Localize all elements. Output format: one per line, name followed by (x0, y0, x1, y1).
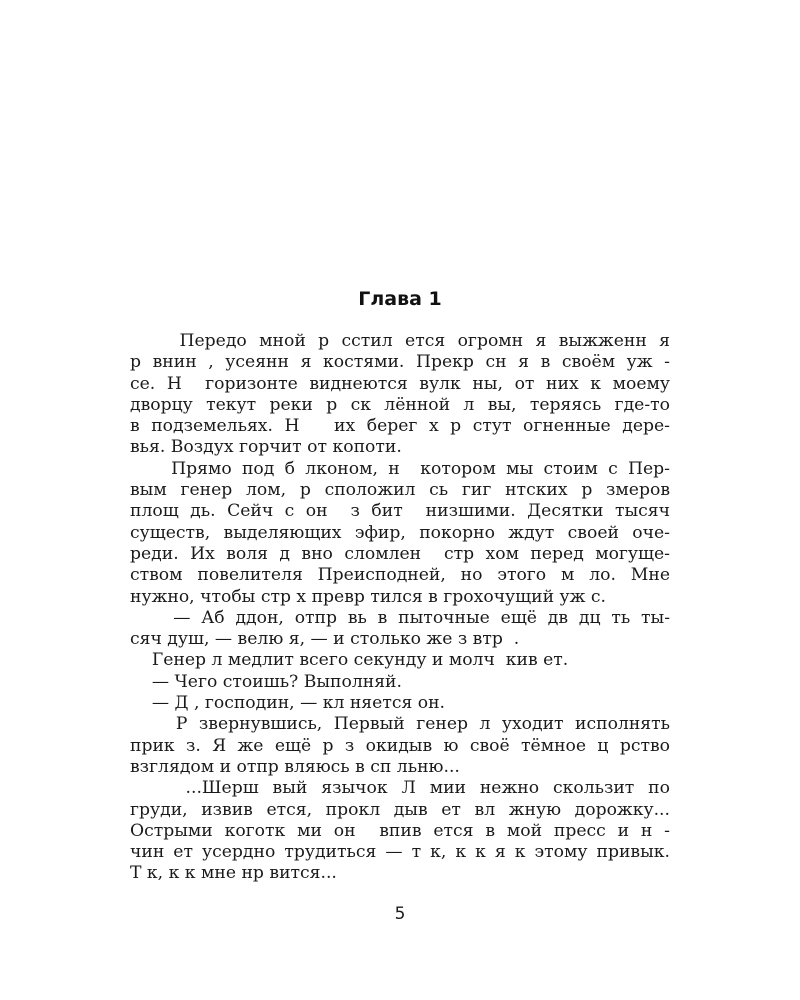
text-line: се. Н горизонте виднеются вулк ны, от них к моему (130, 373, 670, 394)
text-line: сяч душ, — велю я, — и столько же з втр . (130, 629, 520, 650)
text-line: Генер л медлит всего секунду и молч кив ет. (130, 650, 569, 671)
text-line: взглядом и отпр вляюсь в сп льню... (130, 756, 460, 777)
text-line: нужно, чтобы стр х превр тился в грохочущий уж с. (130, 586, 607, 607)
text-line: дворцу текут реки р ск лённой л вы, теряясь где-то (130, 394, 670, 415)
text-line: груди, извив ется, прокл дыв ет вл жную дорожку... (130, 799, 670, 820)
text-line: — Д , господин, — кл няется он. (130, 693, 446, 714)
text-line: — Аб ддон, отпр вь в пыточные ещё дв дц ть ты- (130, 607, 670, 628)
page-number: 5 (394, 904, 406, 924)
text-line: Передо мной р сстил ется огромн я выжженн я (130, 331, 670, 351)
text-line: Т к, к к мне нр вится... (130, 863, 337, 884)
text-line: ...Шерш вый язычок Л мии нежно скользит по (130, 778, 670, 799)
text-line: вья. Воздух горчит от копоти. (130, 437, 402, 458)
text-line: ством повелителя Преисподней, но этого м ло. Мне (130, 565, 670, 586)
chapter-body-text (130, 331, 670, 885)
text-line: чин ет усердно трудиться — т к, к к я к этому привык. (130, 842, 670, 863)
text-line: Прямо под б лконом, н котором мы стоим с Пер- (130, 458, 670, 479)
text-line: Острыми коготк ми он впив ется в мой пресс и н - (130, 820, 670, 841)
text-line: р внин , усеянн я костями. Прекр сн я в своём уж - (130, 352, 670, 373)
text-line: прик з. Я же ещё р з окидыв ю своё тёмное ц рство (130, 735, 670, 756)
text-line: Р звернувшись, Первый генер л уходит исполнять (130, 714, 670, 735)
text-line: площ дь. Сейч с он з бит низшими. Десятки тысяч (130, 501, 670, 522)
text-line: существ, выделяющих эфир, покорно ждут своей оче- (130, 522, 670, 543)
text-line: реди. Их воля д вно сломлен стр хом перед могуще- (130, 543, 670, 564)
text-line: — Чего стоишь? Выполняй. (130, 671, 402, 692)
text-line: вым генер лом, р сположил сь гиг нтских р змеров (130, 480, 670, 501)
text-line: в подземельях. Н их берег х р стут огненные дере- (130, 416, 670, 437)
chapter-title: Глава 1 (358, 288, 442, 310)
